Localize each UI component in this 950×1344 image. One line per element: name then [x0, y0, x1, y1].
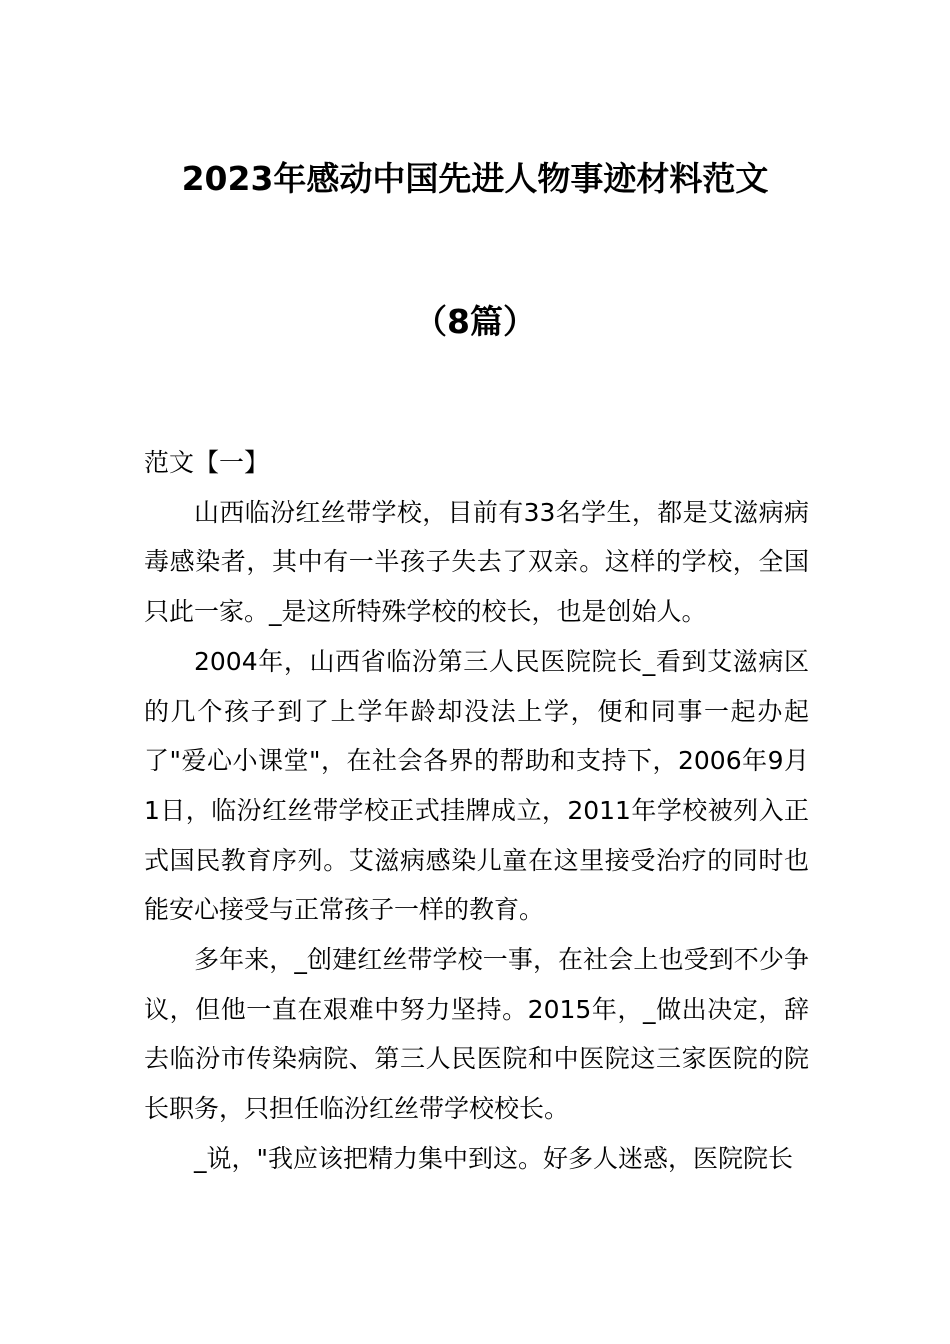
document-body: [144, 438, 809, 1184]
paragraph-4: _说，"我应该把精力集中到这。好多人迷惑，医院院长: [194, 1143, 794, 1173]
document-subtitle: （8篇）: [414, 302, 536, 341]
paragraph-3: 多年来，_创建红丝带学校一事，在社会上也受到不少争议，但他一直在艰难中努力坚持。2015年，_做出决定，辞去临汾市传染病院、第三人民医院和中医院这三家医院的院长职务，只担任临汾红丝带学校校长。: [144, 945, 809, 1124]
paragraph-1: 山西临汾红丝带学校，目前有33名学生，都是艾滋病病毒感染者，其中有一半孩子失去了双亲。这样的学校，全国只此一家。_是这所特殊学校的校长，也是创始人。: [144, 497, 809, 627]
document-title: 2023年感动中国先进人物事迹材料范文: [181, 159, 769, 198]
section-heading: 范文【一】: [144, 448, 270, 477]
paragraph-2: 2004年，山西省临汾第三人民医院院长_看到艾滋病区的几个孩子到了上学年龄却没法上学，便和同事一起办起了"爱心小课堂"，在社会各界的帮助和支持下，2006年9月1日，临汾红丝带学校正式挂牌成立，2011年学校被列入正式国民教育序列。艾滋病感染儿童在这里接受治疗的同时也能安心接受与正常孩子一样的教育。: [144, 646, 809, 925]
